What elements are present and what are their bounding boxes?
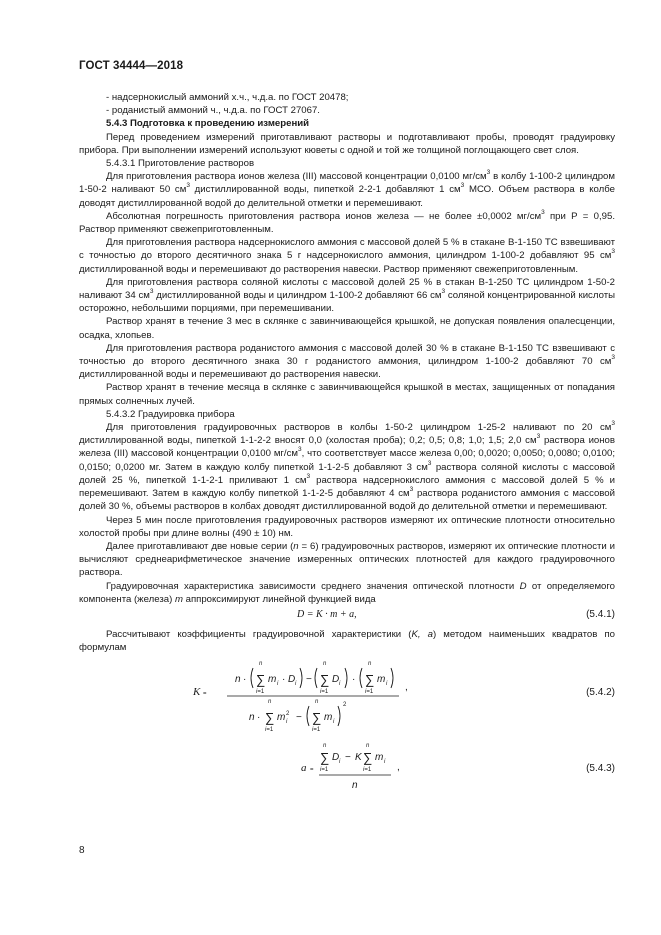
page-number: 8 [79, 845, 85, 856]
paragraph: Для приготовления раствора надсернокислого аммония с массовой долей 5 % в стакане В-1-150 ТС взвешивают с точностью до второго десятичного знака 5 г надсернокислого аммония, цилиндром 1-100-2 добавляют 95 $см^3$ дистиллированной воды и перемешивают до растворения навески. Раствор применяют свежеприготовленным. [79, 237, 615, 275]
paragraph: Для приготовления раствора роданистого аммония с массовой долей 30 % в стакане В-1-150 ТС взвешивают с точностью до второго десятичного знака 30 г роданистого аммония, цилиндром 1-100-2 добавляют 70 $см^3$ дистиллированной воды и перемешивают до растворения навески. [79, 342, 615, 381]
svg-text:n: n [259, 661, 263, 668]
equation-number: (5.4.1) [586, 608, 615, 620]
svg-text:i=1: i=1 [256, 689, 265, 696]
svg-text:n: n [323, 661, 327, 668]
svg-text:i=1: i=1 [363, 767, 372, 774]
svg-text:i: i [277, 681, 279, 688]
svg-text:∑: ∑ [265, 710, 275, 726]
svg-text:D: D [288, 674, 296, 686]
paragraph: Раствор хранят в течение месяца в склянке с завинчивающейся крышкой в местах, защищенных от попадания прямых солнечных лучей. [79, 382, 615, 407]
equation-lhs: K [193, 686, 201, 699]
svg-text:K: K [355, 752, 362, 764]
svg-text:i=1: i=1 [365, 689, 374, 696]
paragraph: Для приготовления градуировочных растворов в колбы 1-50-2 цилиндром 1-25-2 наливают по 20 $см^3$ дистиллированной воды, пипеткой 1-1-2-2 вносят 0,0 (холостая проба); 0,2; 0,5; 0,8; 1,0; 1,5; 2,0 $см^3$ раствора ионов железа (III) массовой концентрации 0,0100 $мг/см^3$, что соответствует массе железа 0,00; 0,0020; 0,0050; 0,0080; 0,0100; 0,0150; 0,0200 мг. Затем в каждую колбу пипеткой 1-1-2-5 добавляют 3 $см^3$ раствора соляной кислоты с массовой долей 25 %, пипеткой 1-1-2-1 приливают 1 $см^3$ раствора надсернокислого аммония с массовой долей 5 % и перемешивают. Затем в каждую колбу пипеткой 1-1-2-5 добавляют 4 $см^3$ раствора роданистого аммония с массовой долей 30 %, объемы растворов в колбах доводят дистиллированной водой до делительной отметки и перемешивают. [79, 419, 615, 513]
paragraph: Для приготовления раствора ионов железа (III) массовой концентрации 0,0100 $мг/см^3$ в колбу 1-100-2 цилиндром 1-50-2 наливают 50 $см^3$ дистиллированной воды, пипеткой 2-2-1 добавляют 1 $см^3$ МСО. Объем раствора в колбе доводят дистиллированной водой до делительной отметки и перемешивают. [79, 169, 616, 209]
equation-5-4-3 [79, 742, 615, 798]
svg-text:∑: ∑ [320, 750, 330, 766]
svg-text:2: 2 [343, 702, 347, 709]
equation-number: (5.4.2) [586, 687, 615, 699]
formula-k [213, 654, 473, 736]
section-heading: 5.4.3 Подготовка к проведению измерений [106, 118, 310, 130]
svg-text:m: m [268, 674, 277, 686]
svg-text:n: n [352, 780, 358, 792]
svg-text:m: m [277, 712, 286, 724]
svg-text:m: m [324, 712, 333, 724]
svg-text:−: − [345, 752, 351, 764]
svg-text:m: m [375, 752, 384, 764]
svg-text:·: · [243, 674, 247, 686]
svg-text:i: i [339, 681, 341, 688]
svg-text:∑: ∑ [320, 672, 330, 688]
svg-text:i: i [339, 759, 341, 766]
svg-text:n: n [249, 712, 255, 724]
svg-text:i: i [286, 719, 288, 726]
svg-text:2: 2 [286, 711, 290, 718]
svg-text:,: , [405, 682, 408, 694]
svg-text:·: · [257, 712, 261, 724]
svg-text:n: n [368, 661, 372, 668]
svg-text:i: i [386, 681, 388, 688]
svg-text:i=1: i=1 [312, 727, 321, 734]
svg-text:∑: ∑ [312, 710, 322, 726]
svg-text:n: n [366, 743, 370, 750]
list-item: - надсернокислый аммоний х.ч., ч.д.а. по ГОСТ 20478; [106, 92, 349, 103]
paragraph: Градуировочная характеристика зависимости среднего значения оптической плотности D от определяемого компонента (железа) m аппроксимируют линейной функцией вида [79, 580, 616, 605]
equation-5-4-1 [79, 608, 615, 623]
svg-text:−: − [306, 674, 312, 686]
paragraph: Абсолютная погрешность приготовления раствора ионов железа — не более ±0,0002 $мг/см^3$ при Р = 0,95. Раствор применяют свежеприготовленным. [79, 208, 615, 236]
svg-text:n: n [268, 699, 272, 706]
svg-text:i: i [384, 759, 386, 766]
paragraph: Далее приготавливают две новые серии (n = 6) градуировочных растворов, измеряют их оптические плотности и вычисляют среднеарифметическое значение измеренных оптических плотностей для каждого градуировочного раствора. [79, 540, 615, 579]
equals-sign: = [203, 691, 207, 698]
equation-number: (5.4.3) [586, 763, 615, 775]
paragraph: Для приготовления раствора соляной кислоты с массовой долей 25 % в стакан В-1-250 ТС цилиндром 1-50-2 наливают 34 $см^3$ дистиллированной воды и цилиндром 1-100-2 добавляют 66 $см^3$ соляной концентрированной кислоты осторожно, небольшими порциями, при перемешивании. [79, 276, 615, 315]
svg-text:,: , [397, 762, 400, 774]
svg-text:i: i [295, 681, 297, 688]
paragraph: Перед проведением измерений приготавливают растворы и подготавливают пробы, проводят градуировку прибора. При выполнении измерений используют кюветы с одной и той же толщиной поглощающего свет слоя. [79, 131, 615, 156]
svg-text:n: n [315, 699, 319, 706]
svg-text:·: · [352, 674, 356, 686]
paragraph: Рассчитывают коэффициенты градуировочной характеристики (K, a) методом наименьших квадратов по формулам [79, 628, 615, 654]
list-item: - роданистый аммоний ч., ч.д.а. по ГОСТ 27067. [106, 105, 320, 117]
svg-text:n: n [323, 743, 327, 750]
equation-5-4-2 [79, 654, 615, 736]
document-body [79, 91, 615, 798]
subsection-heading: 5.4.3.1 Приготовление растворов [106, 158, 255, 170]
svg-text:−: − [296, 712, 302, 724]
svg-text:·: · [282, 674, 286, 686]
formula-a [319, 742, 439, 798]
svg-text:m: m [377, 674, 386, 686]
document-header: ГОСТ 34444—2018 [79, 60, 184, 72]
svg-text:∑: ∑ [256, 672, 266, 688]
svg-text:D: D [332, 674, 340, 686]
equals-sign: = [310, 767, 314, 774]
svg-text:i=1: i=1 [320, 689, 329, 696]
svg-text:n: n [235, 674, 241, 686]
paragraph: Раствор хранят в течение 3 мес в склянке с завинчивающейся крышкой, не допуская появления опалесценции, осадка, хлопьев. [79, 316, 615, 341]
svg-text:i=1: i=1 [320, 767, 329, 774]
equation-lhs: a [301, 762, 307, 775]
equation-text: D = K · m + a, [297, 608, 357, 620]
paragraph: Через 5 мин после приготовления градуировочных растворов измеряют их оптические плотности относительно холостой пробы при длине волны (490 ± 10) нм. [79, 514, 615, 539]
svg-text:∑: ∑ [363, 750, 373, 766]
svg-text:∑: ∑ [365, 672, 375, 688]
subsection-heading: 5.4.3.2 Градуировка прибора [106, 408, 235, 420]
svg-text:i=1: i=1 [265, 727, 274, 734]
svg-text:i: i [333, 719, 335, 726]
svg-text:D: D [332, 752, 340, 764]
